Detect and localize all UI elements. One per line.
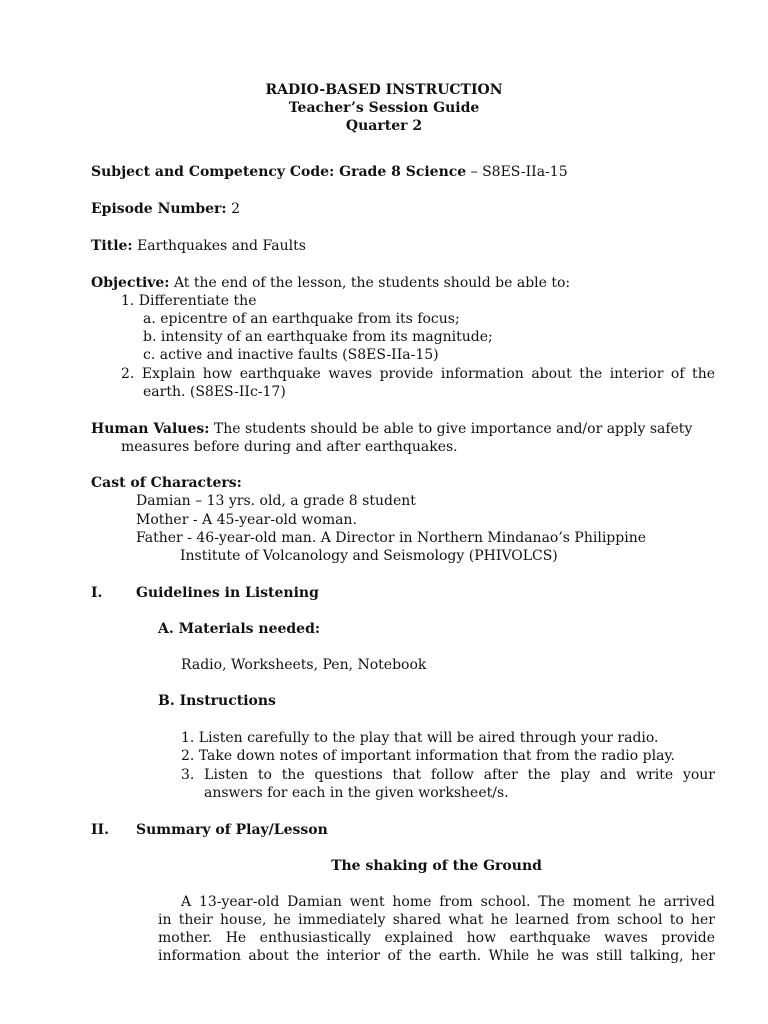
section-1-heading: Guidelines in Listening bbox=[136, 585, 319, 601]
objective-intro: At the end of the lesson, the students should be able to: bbox=[173, 275, 571, 291]
human-values-line bbox=[91, 420, 692, 438]
objective-sub-c: c. active and inactive faults (S8ES-IIa-15) bbox=[143, 347, 439, 363]
cast-label: Cast of Characters: bbox=[91, 475, 242, 491]
title-label: Title: bbox=[91, 238, 133, 254]
story-line-3: mother. He enthusiastically explained how earthquake waves provide bbox=[158, 930, 715, 946]
episode-value: 2 bbox=[231, 201, 240, 217]
subject-label: Subject and Competency Code: Grade 8 Science bbox=[91, 164, 467, 180]
section-2-heading: Summary of Play/Lesson bbox=[136, 822, 328, 838]
instruction-2: 2. Take down notes of important information that from the radio play. bbox=[181, 748, 675, 764]
story-line-4: information about the interior of the earth. While he was still talking, her bbox=[158, 948, 715, 964]
subject-value: – S8ES-IIa-15 bbox=[470, 164, 568, 180]
instruction-1: 1. Listen carefully to the play that will be aired through your radio. bbox=[181, 730, 659, 746]
episode-label: Episode Number: bbox=[91, 201, 227, 217]
objective-item-1: 1. Differentiate the bbox=[121, 293, 257, 309]
title-value: Earthquakes and Faults bbox=[137, 238, 306, 254]
subject-line bbox=[91, 163, 568, 181]
objective-item-2 bbox=[121, 365, 715, 383]
materials-list: Radio, Worksheets, Pen, Notebook bbox=[181, 657, 427, 673]
story-paragraph bbox=[158, 893, 715, 965]
human-values-line2: measures before during and after earthquakes. bbox=[121, 439, 458, 455]
cast-father: Father - 46-year-old man. A Director in Northern Mindanao’s Philippine bbox=[136, 530, 646, 546]
human-values-label: Human Values: bbox=[91, 421, 210, 437]
episode-line bbox=[91, 200, 240, 218]
cast-damian: Damian – 13 yrs. old, a grade 8 student bbox=[136, 493, 416, 509]
materials-heading: A. Materials needed: bbox=[158, 621, 321, 637]
objective-item-2-line1: 2. Explain how earthquake waves provide information about the interior of the bbox=[121, 366, 715, 382]
section-2-numeral: II. bbox=[91, 822, 109, 838]
objective-sub-a: a. epicentre of an earthquake from its focus; bbox=[143, 311, 460, 327]
cast-father-line2: Institute of Volcanology and Seismology (PHIVOLCS) bbox=[180, 548, 558, 564]
story-line-2: in their house, he immediately shared what he learned from school to her bbox=[158, 912, 715, 928]
story-title: The shaking of the Ground bbox=[331, 858, 542, 874]
instruction-3 bbox=[181, 766, 715, 784]
cast-mother: Mother - A 45-year-old woman. bbox=[136, 512, 357, 528]
header-quarter: Quarter 2 bbox=[345, 118, 423, 134]
objective-sub-b: b. intensity of an earthquake from its magnitude; bbox=[143, 329, 493, 345]
story-line-1: A 13-year-old Damian went home from school. The moment he arrived bbox=[181, 894, 715, 910]
objective-item-2-line2: earth. (S8ES-IIc-17) bbox=[143, 384, 286, 400]
title-line bbox=[91, 237, 306, 255]
section-1-numeral: I. bbox=[91, 585, 103, 601]
header-subtitle: Teacher’s Session Guide bbox=[288, 100, 480, 116]
instruction-3-line1: 3. Listen to the questions that follow after the play and write your bbox=[181, 767, 715, 783]
objective-label: Objective: bbox=[91, 275, 170, 291]
human-values-text: The students should be able to give importance and/or apply safety bbox=[213, 421, 693, 437]
objective-line bbox=[91, 274, 570, 292]
instructions-heading: B. Instructions bbox=[158, 693, 276, 709]
header-title: RADIO-BASED INSTRUCTION bbox=[265, 82, 503, 98]
instruction-3-line2: answers for each in the given worksheet/s. bbox=[204, 785, 509, 801]
